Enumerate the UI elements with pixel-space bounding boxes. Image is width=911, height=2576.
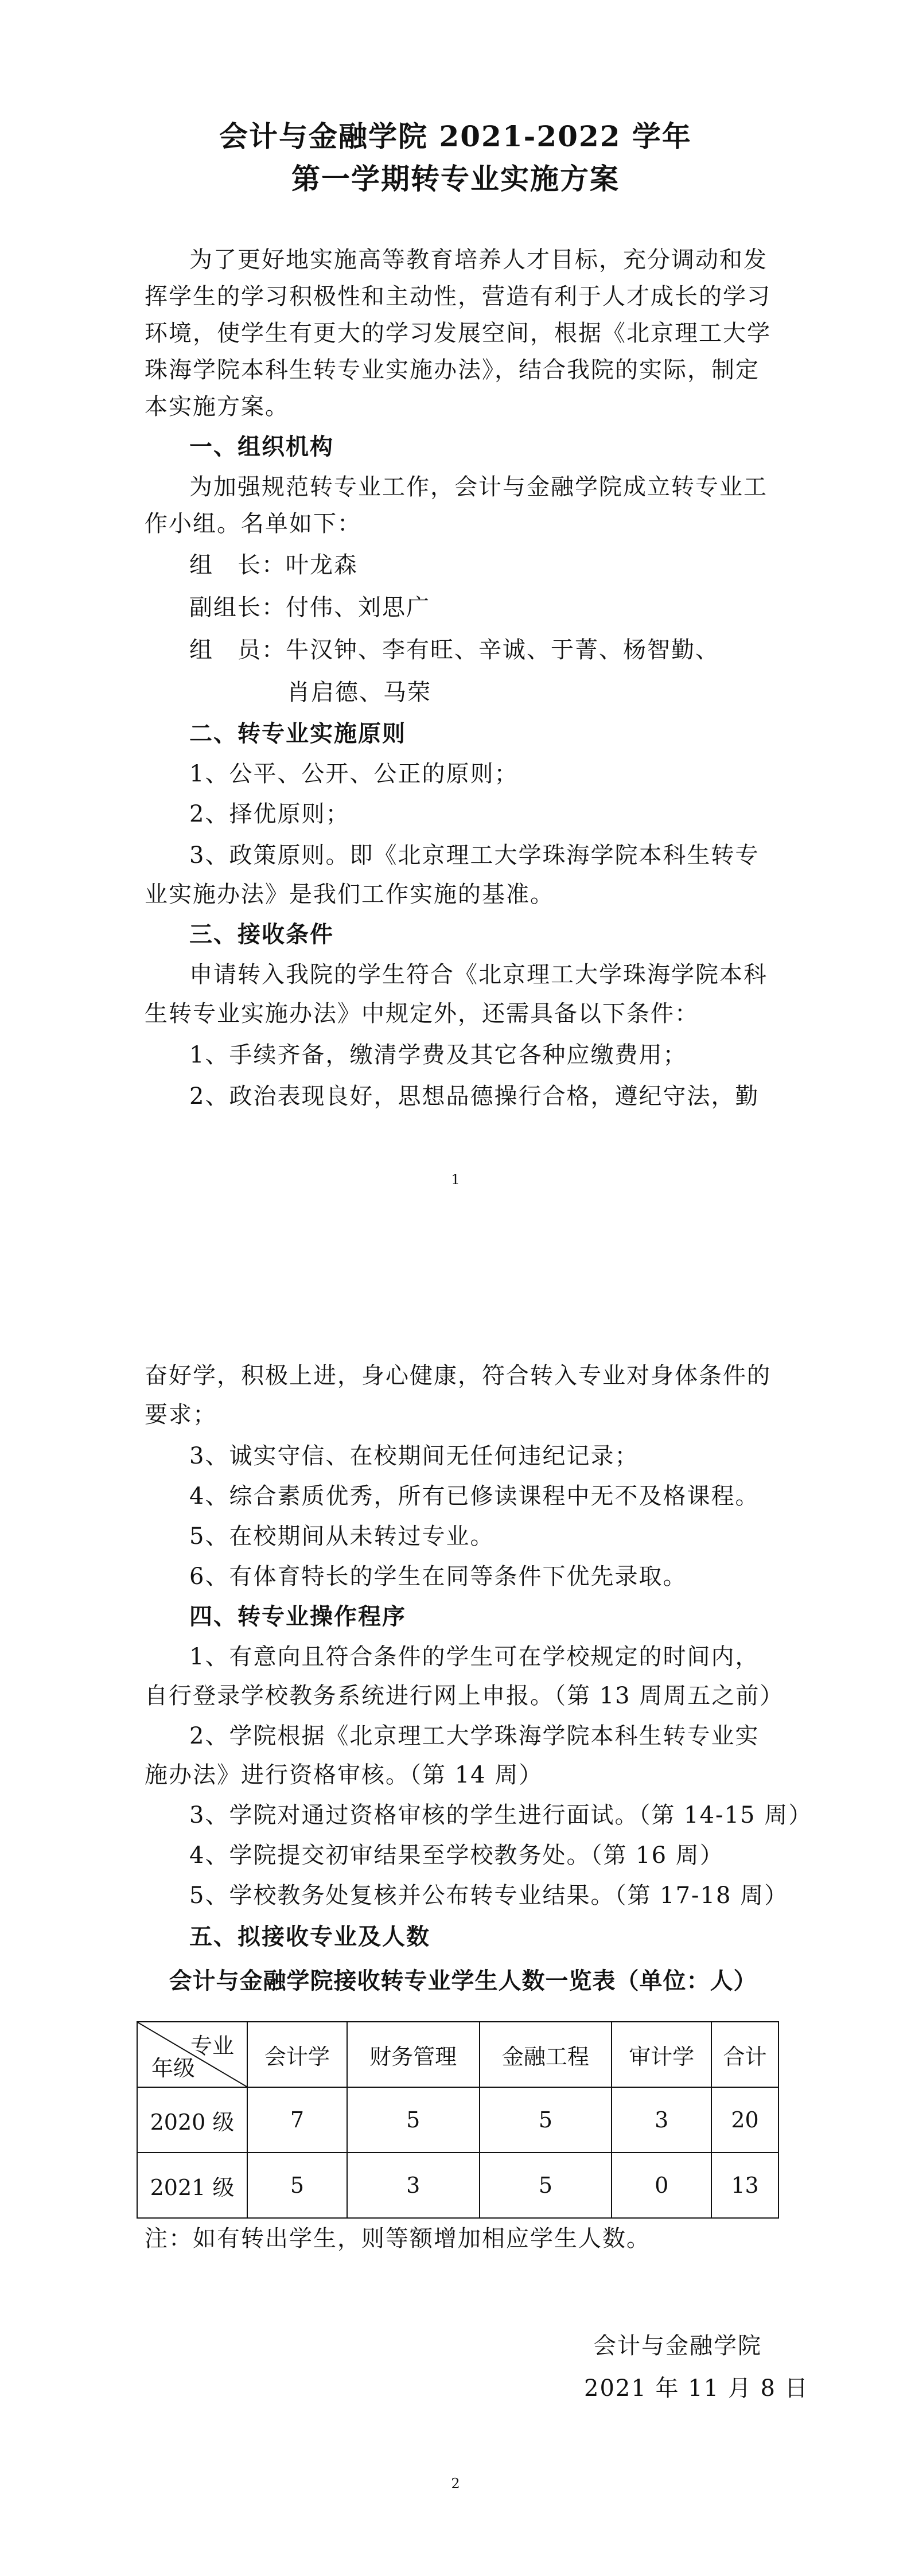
team-leader: 组 长：叶龙森: [189, 552, 358, 578]
table-cell: 5: [480, 2153, 612, 2218]
col-header: 财务管理: [347, 2022, 480, 2087]
intro-line: 挥学生的学习积极性和主动性，营造有利于人才成长的学习: [145, 283, 771, 310]
table-cell: 5: [480, 2087, 612, 2153]
section3-text: 生转专业实施办法》中规定外，还需具备以下条件：: [145, 1001, 699, 1027]
table-cell: 5: [347, 2087, 480, 2153]
page-2: [0, 1288, 911, 2576]
section4-heading: 四、转专业操作程序: [189, 1603, 406, 1630]
condition-2-cont: 要求；: [145, 1402, 217, 1428]
intro-line: 本实施方案。: [145, 394, 289, 420]
table-cell: 20: [711, 2087, 778, 2153]
section1-text: 为加强规范转专业工作，会计与金融学院成立转专业工: [189, 474, 768, 500]
procedure-1-cont: 自行登录学校教务系统进行网上申报。（第 13 周周五之前）: [145, 1683, 784, 1709]
team-members: 组 员：牛汉钟、李有旺、辛诚、于菁、杨智勤、: [189, 637, 719, 663]
procedure-2-cont: 施办法》进行资格审核。（第 14 周）: [145, 1762, 543, 1788]
corner-major-label: 专业: [190, 2033, 234, 2059]
intro-line: 环境，使学生有更大的学习发展空间，根据《北京理工大学: [145, 320, 771, 347]
team-vice-leader: 副组长：付伟、刘思广: [189, 594, 430, 621]
condition-5: 5、在校期间从未转过专业。: [189, 1523, 495, 1550]
procedure-4: 4、学院提交初审结果至学校教务处。（第 16 周）: [189, 1842, 724, 1869]
table-cell: 3: [347, 2153, 480, 2218]
table-cell: 7: [247, 2087, 347, 2153]
section1-text: 作小组。名单如下：: [145, 511, 361, 537]
principle-1: 1、公平、公开、公正的原则；: [189, 761, 519, 787]
condition-3: 3、诚实守信、在校期间无任何违纪记录；: [189, 1443, 639, 1469]
condition-2: 2、政治表现良好，思想品德操行合格，遵纪守法，勤: [189, 1083, 760, 1110]
section3-text: 申请转入我院的学生符合《北京理工大学珠海学院本科: [189, 962, 768, 988]
table-note: 注：如有转出学生，则等额增加相应学生人数。: [145, 2225, 651, 2252]
table-cell: 13: [711, 2153, 778, 2218]
principle-2: 2、择优原则；: [189, 801, 350, 827]
section1-heading: 一、组织机构: [189, 433, 334, 460]
page-number: 1: [451, 1172, 460, 1188]
table-cell: 3: [612, 2087, 711, 2153]
document-title-line1: 会计与金融学院 2021-2022 学年: [219, 119, 692, 153]
table-cell: 0: [612, 2153, 711, 2218]
intro-line: 珠海学院本科生转专业实施办法》，结合我院的实际，制定: [145, 357, 760, 383]
team-members-cont: 肖启德、马荣: [287, 679, 431, 706]
section3-heading: 三、接收条件: [189, 921, 334, 948]
table-row: [137, 2087, 778, 2153]
col-header: 金融工程: [480, 2022, 612, 2087]
intro-line: 为了更好地实施高等教育培养人才目标，充分调动和发: [189, 247, 768, 273]
procedure-1: 1、有意向且符合条件的学生可在学校规定的时间内，: [189, 1644, 760, 1670]
principle-3: 3、政策原则。即《北京理工大学珠海学院本科生转专: [189, 842, 760, 869]
table-row: [137, 2153, 778, 2218]
table-cell: 5: [247, 2153, 347, 2218]
row-grade: 2020 级: [137, 2087, 247, 2153]
col-header: 审计学: [612, 2022, 711, 2087]
condition-4: 4、综合素质优秀，所有已修读课程中无不及格课程。: [189, 1483, 760, 1509]
document-title-line2: 第一学期转专业实施方案: [291, 162, 620, 196]
condition-6: 6、有体育特长的学生在同等条件下优先录取。: [189, 1563, 687, 1590]
corner-grade-label: 年级: [151, 2056, 196, 2081]
col-header: 合计: [711, 2022, 778, 2087]
procedure-5: 5、学校教务处复核并公布转专业结果。（第 17-18 周）: [189, 1882, 789, 1909]
procedure-2: 2、学院根据《北京理工大学珠海学院本科生转专业实: [189, 1723, 760, 1749]
page-number: 2: [451, 2476, 460, 2492]
table-corner-cell: [137, 2022, 247, 2087]
condition-1: 1、手续齐备，缴清学费及其它各种应缴费用；: [189, 1042, 687, 1068]
quota-table: [137, 2021, 779, 2219]
col-header: 会计学: [247, 2022, 347, 2087]
procedure-3: 3、学院对通过资格审核的学生进行面试。（第 14-15 周）: [189, 1802, 813, 1828]
table-title: 会计与金融学院接收转专业学生人数一览表（单位：人）: [169, 1967, 757, 1994]
section5-heading: 五、拟接收专业及人数: [189, 1923, 430, 1950]
section2-heading: 二、转专业实施原则: [189, 720, 406, 747]
table-header-row: [137, 2022, 778, 2087]
signature-org: 会计与金融学院: [593, 2333, 762, 2359]
principle-3-cont: 业实施办法》是我们工作实施的基准。: [145, 881, 554, 908]
condition-2-cont: 奋好学，积极上进，身心健康，符合转入专业对身体条件的: [145, 1363, 771, 1389]
signature-date: 2021 年 11 月 8 日: [584, 2375, 809, 2402]
row-grade: 2021 级: [137, 2153, 247, 2218]
